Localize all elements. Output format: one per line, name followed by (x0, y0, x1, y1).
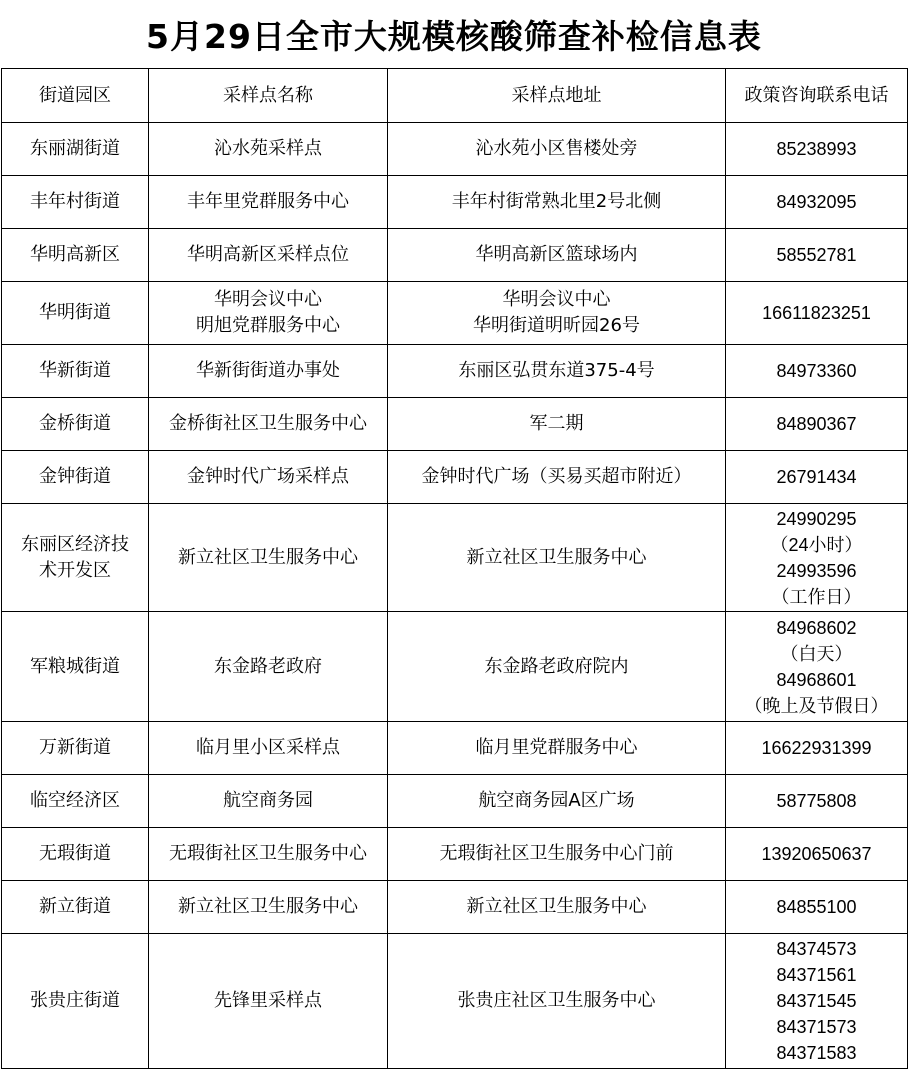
phone-cell-line: 84932095 (776, 192, 857, 212)
phone-cell-line: 84371583 (776, 1043, 857, 1063)
district-cell (2, 881, 149, 934)
district-cell-line: 东丽湖街道 (30, 138, 120, 159)
phone-cell (726, 451, 908, 504)
phone-cell-line: 13920650637 (761, 844, 872, 864)
district-cell (2, 282, 149, 345)
site-cell-line: 临月里小区采样点 (196, 737, 340, 758)
site-cell (149, 123, 388, 176)
table-row (2, 123, 908, 176)
site-cell (149, 722, 388, 775)
district-cell (2, 123, 149, 176)
phone-cell-line: 84374573 (776, 939, 857, 959)
site-cell-line: 华明会议中心 (214, 289, 322, 310)
table-row (2, 612, 908, 722)
address-cell (388, 722, 726, 775)
table-row (2, 881, 908, 934)
site-cell (149, 504, 388, 612)
address-cell-line: 东丽区弘贯东道375-4号 (458, 360, 655, 381)
site-cell (149, 398, 388, 451)
address-cell (388, 612, 726, 722)
header-phone: 政策咨询联系电话 (726, 69, 908, 123)
site-cell-line: 丰年里党群服务中心 (187, 191, 349, 212)
phone-cell-line: 24990295 (776, 508, 857, 529)
phone-cell (726, 828, 908, 881)
table-row (2, 229, 908, 282)
district-cell-line: 术开发区 (39, 559, 111, 581)
district-cell-line: 临空经济区 (30, 790, 120, 811)
district-cell-line: 新立街道 (39, 896, 111, 917)
phone-cell-line: 84890367 (776, 414, 857, 434)
address-cell (388, 451, 726, 504)
table-row (2, 176, 908, 229)
site-cell (149, 934, 388, 1069)
address-cell-line: 丰年村街常熟北里2号北侧 (451, 191, 662, 212)
district-cell-line: 华明街道 (39, 302, 111, 323)
district-cell-line: 无瑕街道 (39, 843, 111, 864)
phone-cell-line: （晚上及节假日） (744, 695, 889, 716)
phone-cell-line: 16611823251 (762, 303, 871, 323)
header-address: 采样点地址 (388, 69, 726, 123)
district-cell-line: 张贵庄街道 (30, 990, 120, 1011)
phone-cell (726, 123, 908, 176)
phone-cell (726, 398, 908, 451)
district-cell-line: 丰年村街道 (30, 191, 120, 212)
district-cell (2, 345, 149, 398)
district-cell (2, 934, 149, 1069)
district-cell (2, 612, 149, 722)
site-cell-line: 金钟时代广场采样点 (187, 466, 349, 487)
address-cell-line: 金钟时代广场（买易买超市附近） (421, 466, 692, 487)
header-row (2, 69, 908, 123)
table-row (2, 828, 908, 881)
phone-cell-line: 58775808 (776, 791, 857, 811)
phone-cell-line: 58552781 (776, 245, 857, 265)
site-cell (149, 775, 388, 828)
phone-cell-line: 84973360 (776, 361, 857, 381)
site-cell-line: 东金路老政府 (214, 655, 322, 677)
table-row (2, 504, 908, 612)
table-row (2, 345, 908, 398)
site-cell (149, 612, 388, 722)
address-cell (388, 176, 726, 229)
address-cell (388, 282, 726, 345)
district-cell-line: 万新街道 (39, 737, 111, 758)
district-cell (2, 504, 149, 612)
address-cell-line: 新立社区卫生服务中心 (466, 896, 647, 917)
table-row (2, 722, 908, 775)
site-cell-line: 新立社区卫生服务中心 (178, 896, 358, 917)
district-cell (2, 451, 149, 504)
address-cell (388, 229, 726, 282)
site-cell-line: 华明高新区采样点位 (187, 244, 349, 265)
phone-cell-line: 84371545 (776, 991, 857, 1011)
address-cell-line: 华明街道明昕园26号 (473, 315, 640, 336)
district-cell (2, 828, 149, 881)
address-cell-line: 军二期 (529, 413, 584, 434)
phone-cell-line: （白天） (780, 643, 853, 664)
phone-cell (726, 282, 908, 345)
site-cell-line: 航空商务园 (223, 790, 313, 811)
address-cell-line: 新立社区卫生服务中心 (466, 546, 647, 568)
address-cell (388, 398, 726, 451)
address-cell (388, 775, 726, 828)
phone-cell-line: 84968602 (776, 617, 857, 638)
address-cell-line: 无瑕街社区卫生服务中心门前 (439, 843, 674, 864)
site-cell-line: 华新街街道办事处 (196, 360, 340, 381)
site-cell (149, 828, 388, 881)
site-cell-line: 无瑕街社区卫生服务中心 (169, 843, 367, 864)
address-cell-line: 航空商务园A区广场 (478, 790, 635, 811)
phone-cell-line: 84968601 (776, 669, 857, 690)
phone-cell-line: 24993596 (776, 560, 857, 581)
site-cell (149, 451, 388, 504)
phone-cell (726, 722, 908, 775)
address-cell (388, 828, 726, 881)
phone-cell (726, 881, 908, 934)
address-cell (388, 934, 726, 1069)
phone-cell (726, 229, 908, 282)
phone-cell (726, 775, 908, 828)
header-district: 街道园区 (2, 69, 149, 123)
phone-cell-line: 84371561 (776, 965, 857, 985)
site-cell-line: 沁水苑采样点 (214, 138, 322, 159)
phone-cell (726, 176, 908, 229)
district-cell (2, 229, 149, 282)
district-cell (2, 722, 149, 775)
site-cell (149, 176, 388, 229)
site-cell (149, 881, 388, 934)
phone-cell-line: 84855100 (776, 897, 857, 917)
district-cell-line: 东丽区经济技 (21, 533, 129, 555)
table-row (2, 775, 908, 828)
district-cell (2, 775, 149, 828)
site-cell (149, 282, 388, 345)
address-cell-line: 东金路老政府院内 (484, 655, 629, 677)
table-row (2, 934, 908, 1069)
page-title: 5月29日全市大规模核酸筛查补检信息表 (146, 16, 762, 56)
district-cell (2, 176, 149, 229)
site-cell-line: 先锋里采样点 (214, 990, 322, 1011)
district-cell-line: 华明高新区 (30, 244, 120, 265)
table-row (2, 398, 908, 451)
phone-cell (726, 934, 908, 1069)
address-cell (388, 345, 726, 398)
address-cell-line: 华明会议中心 (502, 289, 611, 310)
address-cell-line: 华明高新区篮球场内 (475, 244, 638, 265)
address-cell (388, 123, 726, 176)
address-cell-line: 张贵庄社区卫生服务中心 (457, 990, 656, 1011)
address-cell (388, 881, 726, 934)
phone-cell (726, 612, 908, 722)
phone-cell (726, 345, 908, 398)
address-cell-line: 临月里党群服务中心 (475, 737, 638, 758)
sampling-table (1, 68, 908, 1069)
phone-cell-line: （24小时） (770, 534, 863, 555)
address-cell (388, 504, 726, 612)
site-cell-line: 明旭党群服务中心 (196, 315, 340, 336)
phone-cell-line: 16622931399 (761, 738, 872, 758)
district-cell-line: 华新街道 (39, 360, 111, 381)
phone-cell-line: 26791434 (776, 467, 857, 487)
table-row (2, 282, 908, 345)
site-cell-line: 金桥街社区卫生服务中心 (169, 413, 367, 434)
phone-cell (726, 504, 908, 612)
phone-cell-line: （工作日） (771, 586, 862, 607)
address-cell-line: 沁水苑小区售楼处旁 (475, 138, 638, 159)
district-cell-line: 军粮城街道 (30, 655, 120, 677)
phone-cell-line: 84371573 (776, 1017, 857, 1037)
site-cell (149, 229, 388, 282)
district-cell-line: 金桥街道 (39, 413, 111, 434)
phone-cell-line: 85238993 (776, 139, 857, 159)
site-cell (149, 345, 388, 398)
district-cell (2, 398, 149, 451)
table-row (2, 451, 908, 504)
header-site: 采样点名称 (149, 69, 388, 123)
site-cell-line: 新立社区卫生服务中心 (178, 546, 358, 568)
district-cell-line: 金钟街道 (39, 466, 111, 487)
